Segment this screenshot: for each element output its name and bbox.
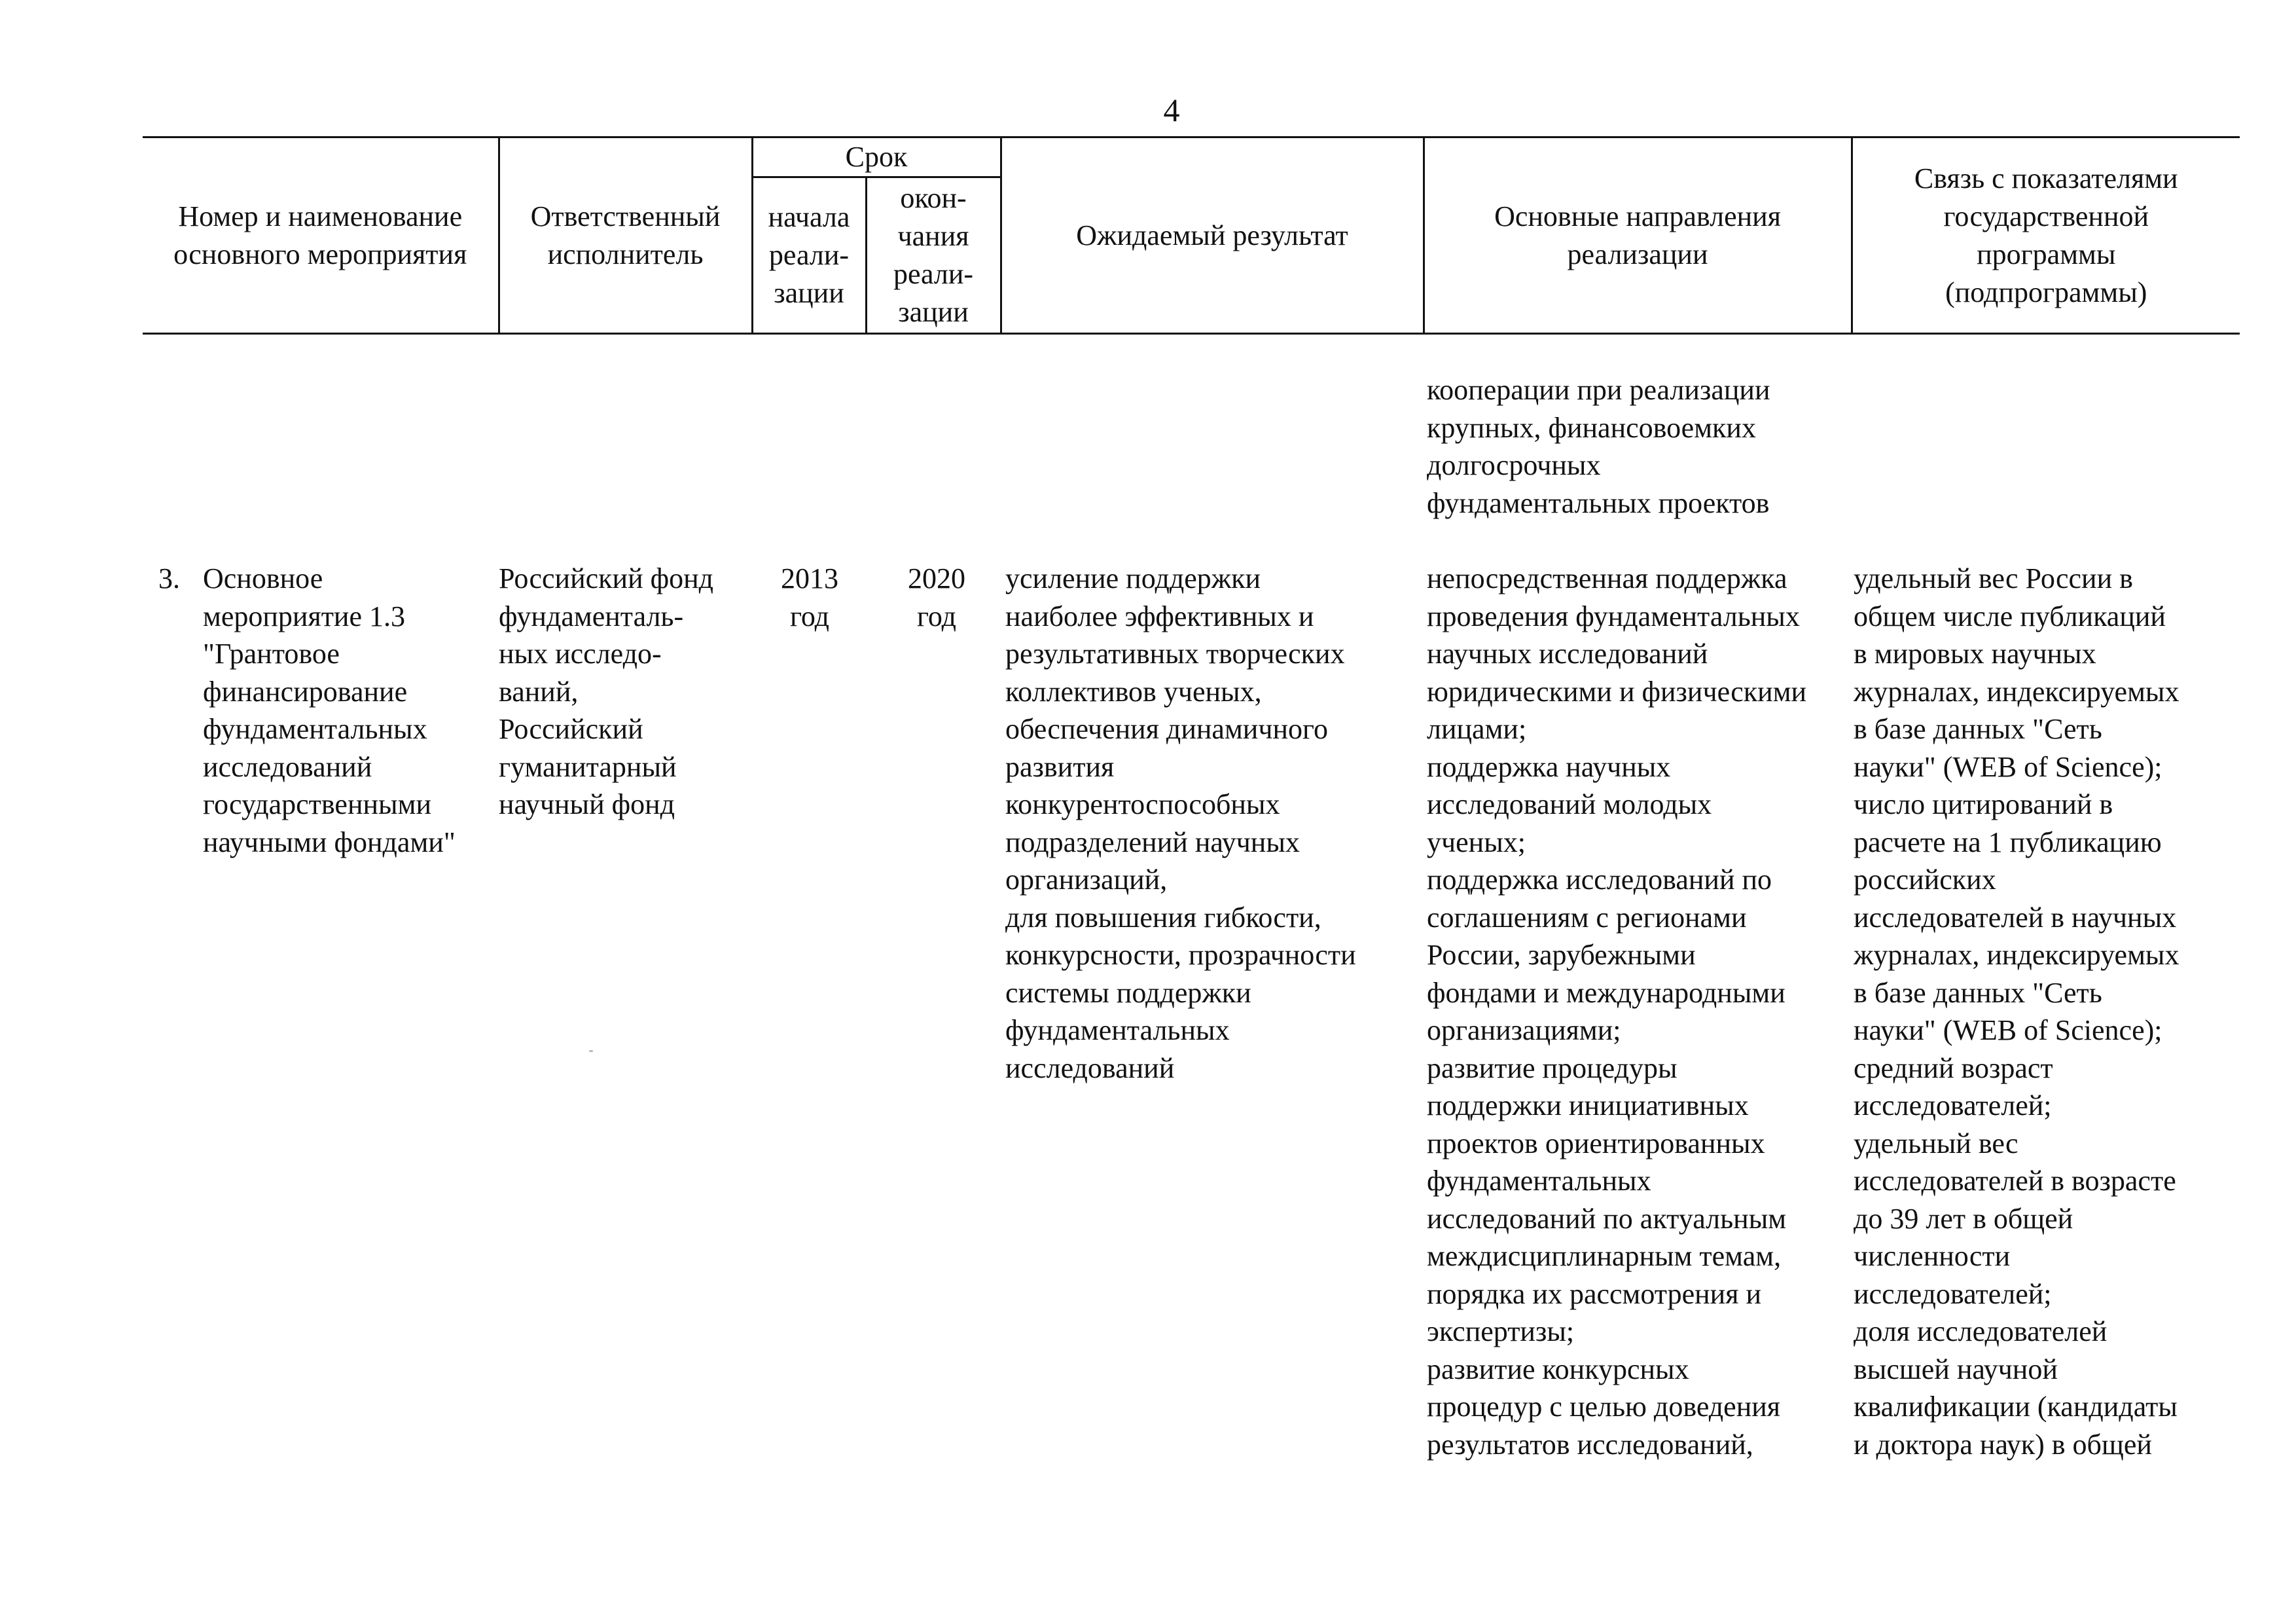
continuation-directions: кооперации при реализации крупных, финансовоемких долгосрочных фундаментальных проектов <box>1427 374 1770 519</box>
header-main-directions: Основные направления реализации <box>1424 137 1852 334</box>
header-number-name: Номер и наименование основного мероприятия <box>143 137 499 334</box>
row-expected-result: усиление поддержки наиболее эффективных и результативных творческих коллективов ученых, обеспечения динамичного развития конкурентоспособных подразделений научных организаций, для повышения гибкости, конкурсности, прозрачности системы поддержки фундаментальных исследований <box>1005 562 1356 1084</box>
row-end-year: 2020 год <box>908 562 965 632</box>
header-term-end: окон- чания реали- зации <box>866 177 1001 334</box>
row-start-year: 2013 год <box>781 562 838 632</box>
header-indicators-link: Связь с показателями государственной программы (подпрограммы) <box>1852 137 2240 334</box>
row-responsible: Российский фонд фундаменталь- ных исследо- ваний, Российский гуманитарный научный фонд <box>499 562 714 820</box>
scan-speck <box>589 1050 593 1052</box>
header-term: Срок <box>752 137 1001 177</box>
table-header <box>143 136 2240 335</box>
row-number: 3. <box>158 562 180 594</box>
header-term-start: начала реали- зации <box>752 177 866 334</box>
row-activity-name: Основное мероприятие 1.3 "Грантовое финансирование фундаментальных исследований государственными научными фондами" <box>203 562 456 858</box>
header-expected-result: Ожидаемый результат <box>1001 137 1424 334</box>
row-main-directions: непосредственная поддержка проведения фундаментальных научных исследований юридическими и физическими лицами; поддержка научных исследований молодых ученых; поддержка исследований по соглашениям с регионами России, зарубежными фондами и международными организациями; развитие процедуры поддержки инициативных проектов ориентированных фундаментальных исследований по актуальным междисциплинарным темам, порядка их рассмотрения и экспертизы; развитие конкурсных процедур с целью доведения результатов исследований, <box>1427 562 1807 1461</box>
header-responsible: Ответственный исполнитель <box>499 137 752 334</box>
row-indicators: удельный вес России в общем числе публикаций в мировых научных журналах, индексируемых в базе данных "Сеть науки" (WEB of Science); число цитирований в расчете на 1 публикацию российских исследователей в научных журналах, индексируемых в базе данных "Сеть науки" (WEB of Science); средний возраст исследователей; удельный вес исследователей в возрасте до 39 лет в общей численности исследователей; доля исследователей высшей научной квалификации (кандидаты и доктора наук) в общей <box>1854 562 2179 1461</box>
page-number: 4 <box>1163 92 1180 128</box>
